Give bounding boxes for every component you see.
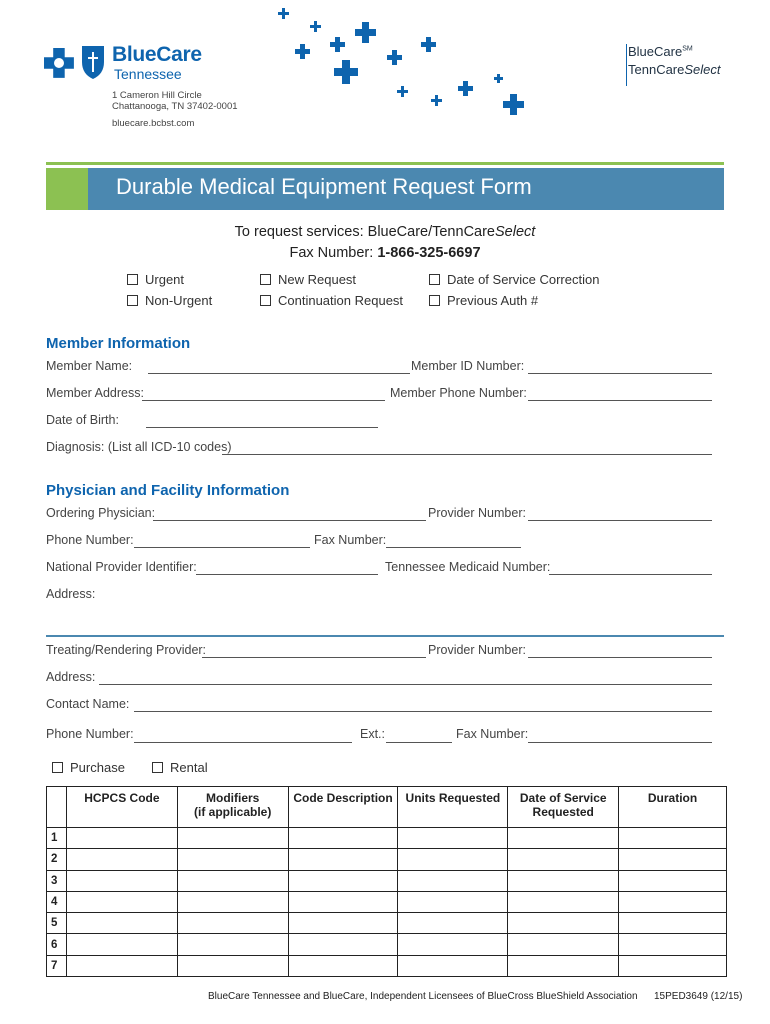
table-cell[interactable] xyxy=(619,870,727,891)
table-cell[interactable] xyxy=(619,891,727,912)
row-number: 4 xyxy=(47,891,67,912)
treating-fax-label: Fax Number: xyxy=(456,727,529,741)
member-phone-label: Member Phone Number: xyxy=(390,386,527,400)
checkbox-non-urgent[interactable]: Non-Urgent xyxy=(127,293,212,308)
table-row xyxy=(47,849,727,870)
npi-label: National Provider Identifier: xyxy=(46,560,197,574)
table-cell[interactable] xyxy=(177,891,288,912)
col-code-description: Code Description xyxy=(288,787,398,828)
ext-label: Ext.: xyxy=(360,727,386,741)
table-row xyxy=(47,870,727,891)
row-number-header xyxy=(47,787,67,828)
dob-field[interactable] xyxy=(146,427,378,428)
provider-number-field[interactable] xyxy=(528,520,712,521)
section-separator xyxy=(46,635,724,637)
table-cell[interactable] xyxy=(66,870,177,891)
treating-fax-field[interactable] xyxy=(528,742,712,743)
contact-name-label: Contact Name: xyxy=(46,697,130,711)
npi-field[interactable] xyxy=(196,574,378,575)
member-phone-field[interactable] xyxy=(528,400,712,401)
plus-pattern-decoration xyxy=(270,4,540,130)
checkbox-urgent[interactable]: Urgent xyxy=(127,272,184,287)
row-number: 3 xyxy=(47,870,67,891)
bluecross-blueshield-logo xyxy=(44,44,106,80)
table-cell[interactable] xyxy=(288,849,398,870)
table-cell[interactable] xyxy=(288,828,398,849)
table-row xyxy=(47,955,727,976)
green-block xyxy=(46,168,88,210)
contact-name-field[interactable] xyxy=(134,711,712,712)
treating-address-label: Address: xyxy=(46,670,96,684)
col-hcpcs-code: HCPCS Code xyxy=(66,787,177,828)
address-line-2: Chattanooga, TN 37402-0001 xyxy=(112,101,238,112)
table-cell[interactable] xyxy=(177,870,288,891)
row-number: 7 xyxy=(47,955,67,976)
checkbox-icon xyxy=(429,295,440,306)
treating-provider-label: Treating/Rendering Provider: xyxy=(46,643,207,657)
checkbox-icon xyxy=(127,295,138,306)
member-address-field[interactable] xyxy=(142,400,385,401)
ordering-physician-field[interactable] xyxy=(153,520,426,521)
checkbox-new-request[interactable]: New Request xyxy=(260,272,356,287)
table-row xyxy=(47,934,727,955)
table-cell[interactable] xyxy=(508,891,619,912)
form-code: 15PED3649 (12/15) xyxy=(654,991,743,1002)
table-cell[interactable] xyxy=(398,849,508,870)
treating-provider-number-field[interactable] xyxy=(528,657,712,658)
table-cell[interactable] xyxy=(619,913,727,934)
table-cell[interactable] xyxy=(508,870,619,891)
treating-phone-label: Phone Number: xyxy=(46,727,134,741)
checkbox-icon xyxy=(52,762,63,773)
checkbox-purchase[interactable]: Purchase xyxy=(52,760,125,775)
diagnosis-label: Diagnosis: (List all ICD-10 codes) xyxy=(46,440,232,454)
table-cell[interactable] xyxy=(508,955,619,976)
checkbox-icon xyxy=(429,274,440,285)
table-row xyxy=(47,913,727,934)
table-cell[interactable] xyxy=(619,849,727,870)
col-modifiers: Modifiers (if applicable) xyxy=(177,787,288,828)
table-cell[interactable] xyxy=(619,955,727,976)
program-bluecare: BlueCare℠ xyxy=(628,44,693,59)
brand-state: Tennessee xyxy=(114,66,182,82)
provider-number-label: Provider Number: xyxy=(428,506,526,520)
table-cell[interactable] xyxy=(177,913,288,934)
table-cell[interactable] xyxy=(398,828,508,849)
brand-name: BlueCare xyxy=(112,43,202,66)
col-duration: Duration xyxy=(619,787,727,828)
table-cell[interactable] xyxy=(177,934,288,955)
table-cell[interactable] xyxy=(66,955,177,976)
table-cell[interactable] xyxy=(288,913,398,934)
table-cell[interactable] xyxy=(177,828,288,849)
row-number: 5 xyxy=(47,913,67,934)
table-cell[interactable] xyxy=(177,849,288,870)
table-cell[interactable] xyxy=(398,870,508,891)
table-cell[interactable] xyxy=(288,955,398,976)
program-tenncare-select: TennCareSelect xyxy=(628,62,721,77)
member-id-label: Member ID Number: xyxy=(411,359,525,373)
ordering-physician-label: Ordering Physician: xyxy=(46,506,156,520)
green-rule xyxy=(46,162,724,165)
member-info-heading: Member Information xyxy=(46,335,191,352)
col-units-requested: Units Requested xyxy=(398,787,508,828)
treating-phone-field[interactable] xyxy=(134,742,352,743)
table-cell[interactable] xyxy=(177,955,288,976)
row-number: 2 xyxy=(47,849,67,870)
row-number: 1 xyxy=(47,828,67,849)
treating-provider-field[interactable] xyxy=(202,657,426,658)
checkbox-icon xyxy=(260,274,271,285)
physician-fax-field[interactable] xyxy=(386,547,521,548)
physician-fax-label: Fax Number: xyxy=(314,533,387,547)
checkbox-icon xyxy=(152,762,163,773)
physician-phone-label: Phone Number: xyxy=(46,533,134,547)
table-row xyxy=(47,828,727,849)
table-cell[interactable] xyxy=(288,891,398,912)
member-address-label: Member Address: xyxy=(46,386,144,400)
table-cell[interactable] xyxy=(398,955,508,976)
table-cell[interactable] xyxy=(66,828,177,849)
treating-address-field[interactable] xyxy=(99,684,712,685)
member-id-field[interactable] xyxy=(528,373,712,374)
medicaid-number-field[interactable] xyxy=(549,574,712,575)
program-divider xyxy=(626,44,627,86)
website: bluecare.bcbst.com xyxy=(112,118,195,129)
checkbox-icon xyxy=(260,295,271,306)
table-cell[interactable] xyxy=(66,891,177,912)
table-cell[interactable] xyxy=(66,849,177,870)
checkbox-rental[interactable]: Rental xyxy=(152,760,208,775)
physician-address-label: Address: xyxy=(46,587,96,601)
physician-info-heading: Physician and Facility Information xyxy=(46,482,290,499)
treating-provider-number-label: Provider Number: xyxy=(428,643,526,657)
table-row xyxy=(47,891,727,912)
medicaid-number-label: Tennessee Medicaid Number: xyxy=(385,560,551,574)
table-cell[interactable] xyxy=(508,913,619,934)
table-cell[interactable] xyxy=(398,913,508,934)
diagnosis-field[interactable] xyxy=(222,454,712,455)
row-number: 6 xyxy=(47,934,67,955)
checkbox-dos-correction[interactable]: Date of Service Correction xyxy=(429,272,599,287)
col-date-of-service: Date of Service Requested xyxy=(508,787,619,828)
request-instructions: To request services: BlueCare/TennCareSelect xyxy=(234,224,536,240)
table-cell[interactable] xyxy=(288,934,398,955)
table-cell[interactable] xyxy=(508,934,619,955)
equipment-table xyxy=(46,786,727,977)
table-cell[interactable] xyxy=(288,870,398,891)
checkbox-icon xyxy=(127,274,138,285)
physician-phone-field[interactable] xyxy=(134,547,310,548)
table-cell[interactable] xyxy=(619,828,727,849)
dob-label: Date of Birth: xyxy=(46,413,119,427)
checkbox-previous-auth[interactable]: Previous Auth # xyxy=(429,293,538,308)
table-cell[interactable] xyxy=(619,934,727,955)
footer-text: BlueCare Tennessee and BlueCare, Independent Licensees of BlueCross BlueShield Association xyxy=(208,991,638,1002)
table-cell[interactable] xyxy=(398,891,508,912)
table-cell[interactable] xyxy=(398,934,508,955)
checkbox-continuation-request[interactable]: Continuation Request xyxy=(260,293,403,308)
address-line-1: 1 Cameron Hill Circle xyxy=(112,90,202,101)
table-cell[interactable] xyxy=(508,828,619,849)
member-name-field[interactable] xyxy=(148,373,410,374)
table-cell[interactable] xyxy=(66,913,177,934)
fax-line: Fax Number: 1-866-325-6697 xyxy=(289,245,481,261)
table-cell[interactable] xyxy=(508,849,619,870)
form-title: Durable Medical Equipment Request Form xyxy=(116,174,532,199)
ext-field[interactable] xyxy=(386,742,452,743)
table-cell[interactable] xyxy=(66,934,177,955)
table-header-row xyxy=(47,787,727,828)
member-name-label: Member Name: xyxy=(46,359,133,373)
